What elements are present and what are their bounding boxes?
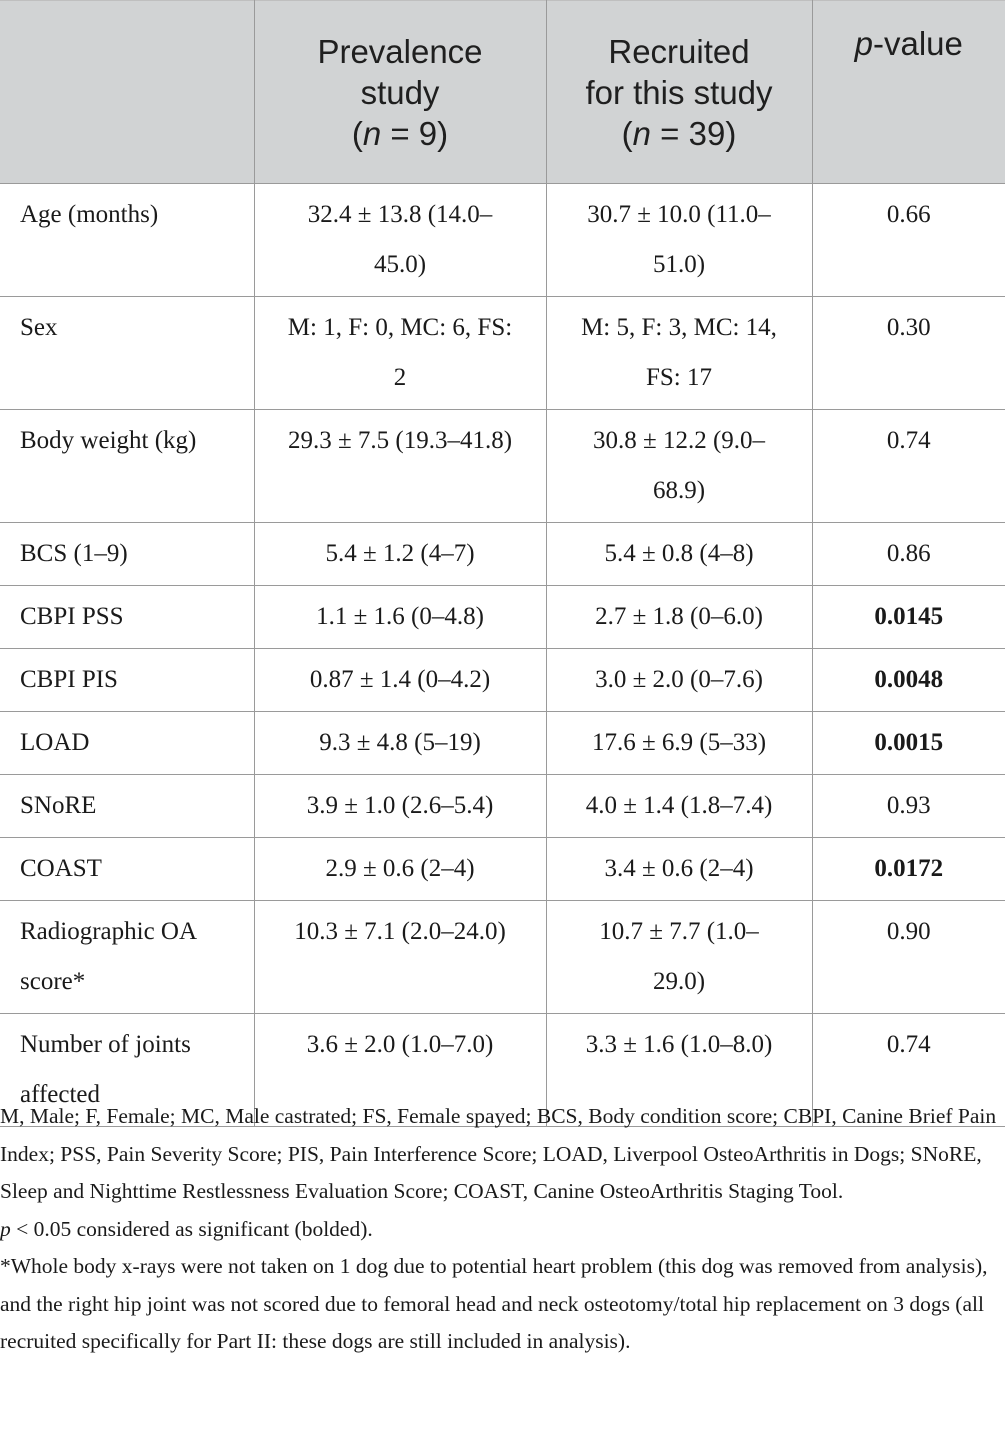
p-value: 0.74 <box>812 1014 1005 1127</box>
p-value-significant: 0.0145 <box>812 586 1005 649</box>
row-label: Sex <box>0 297 254 410</box>
p-value: 0.86 <box>812 523 1005 586</box>
row-label: CBPI PSS <box>0 586 254 649</box>
row-label: Body weight (kg) <box>0 410 254 523</box>
table-row <box>0 586 1005 649</box>
recruited-value: 2.7 ± 1.8 (0–6.0) <box>546 586 812 649</box>
significance-note: p < 0.05 considered as significant (bolded). <box>0 1216 373 1241</box>
abbreviations-note: M, Male; F, Female; MC, Male castrated; FS, Female spayed; BCS, Body condition score; CBPI, Canine Brief Pain Index; PSS, Pain Severity Score; PIS, Pain Interference Score; LOAD, Liverpool OsteoArthritis in Dogs; SNoRE, Sleep and Nighttime Restlessness Evaluation Score; COAST, Canine OsteoArthritis Staging Tool. <box>0 1104 997 1203</box>
row-label: Age (months) <box>0 184 254 297</box>
recruited-value: 3.4 ± 0.6 (2–4) <box>546 838 812 901</box>
p-value: 0.66 <box>812 184 1005 297</box>
row-label: CBPI PIS <box>0 649 254 712</box>
prevalence-value: 29.3 ± 7.5 (19.3–41.8) <box>254 410 546 523</box>
header-empty <box>0 1 254 184</box>
recruited-value: 4.0 ± 1.4 (1.8–7.4) <box>546 775 812 838</box>
table-row <box>0 649 1005 712</box>
table-footnotes <box>0 1098 1005 1361</box>
table-header-row <box>0 1 1005 184</box>
table-row <box>0 712 1005 775</box>
row-label: LOAD <box>0 712 254 775</box>
prevalence-value: 10.3 ± 7.1 (2.0–24.0) <box>254 901 546 1014</box>
recruited-value: 3.0 ± 2.0 (0–7.6) <box>546 649 812 712</box>
header-p-value: p-value <box>812 1 1005 184</box>
table-row <box>0 838 1005 901</box>
row-label: BCS (1–9) <box>0 523 254 586</box>
prevalence-value: 1.1 ± 1.6 (0–4.8) <box>254 586 546 649</box>
header-prevalence-study: Prevalence study (n = 9) <box>254 1 546 184</box>
prevalence-value: 5.4 ± 1.2 (4–7) <box>254 523 546 586</box>
p-value-significant: 0.0015 <box>812 712 1005 775</box>
recruited-value: M: 5, F: 3, MC: 14, FS: 17 <box>546 297 812 410</box>
row-label: Number of joints affected <box>0 1014 254 1127</box>
recruited-value: 3.3 ± 1.6 (1.0–8.0) <box>546 1014 812 1127</box>
row-label: Radiographic OA score* <box>0 901 254 1014</box>
p-value: 0.93 <box>812 775 1005 838</box>
recruited-value: 5.4 ± 0.8 (4–8) <box>546 523 812 586</box>
prevalence-value: 2.9 ± 0.6 (2–4) <box>254 838 546 901</box>
recruited-value: 30.8 ± 12.2 (9.0– 68.9) <box>546 410 812 523</box>
p-value: 0.74 <box>812 410 1005 523</box>
row-label: SNoRE <box>0 775 254 838</box>
table-row <box>0 410 1005 523</box>
prevalence-value: 9.3 ± 4.8 (5–19) <box>254 712 546 775</box>
prevalence-value: M: 1, F: 0, MC: 6, FS: 2 <box>254 297 546 410</box>
recruited-value: 17.6 ± 6.9 (5–33) <box>546 712 812 775</box>
p-value: 0.30 <box>812 297 1005 410</box>
p-value: 0.90 <box>812 901 1005 1014</box>
asterisk-note: *Whole body x-rays were not taken on 1 dog due to potential heart problem (this dog was removed from analysis), and the right hip joint was not scored due to femoral head and neck osteotomy/total hip replacement on 3 dogs (all recruited specifically for Part II: these dogs are still included in analysis). <box>0 1254 988 1353</box>
prevalence-value: 3.6 ± 2.0 (1.0–7.0) <box>254 1014 546 1127</box>
row-label: COAST <box>0 838 254 901</box>
p-value-significant: 0.0172 <box>812 838 1005 901</box>
table-row <box>0 523 1005 586</box>
table-row <box>0 184 1005 297</box>
table-row <box>0 775 1005 838</box>
recruited-value: 30.7 ± 10.0 (11.0– 51.0) <box>546 184 812 297</box>
table-row <box>0 901 1005 1014</box>
prevalence-value: 32.4 ± 13.8 (14.0– 45.0) <box>254 184 546 297</box>
prevalence-value: 0.87 ± 1.4 (0–4.2) <box>254 649 546 712</box>
table-row <box>0 297 1005 410</box>
header-recruited-study: Recruited for this study (n = 39) <box>546 1 812 184</box>
recruited-value: 10.7 ± 7.7 (1.0– 29.0) <box>546 901 812 1014</box>
prevalence-value: 3.9 ± 1.0 (2.6–5.4) <box>254 775 546 838</box>
p-value-significant: 0.0048 <box>812 649 1005 712</box>
